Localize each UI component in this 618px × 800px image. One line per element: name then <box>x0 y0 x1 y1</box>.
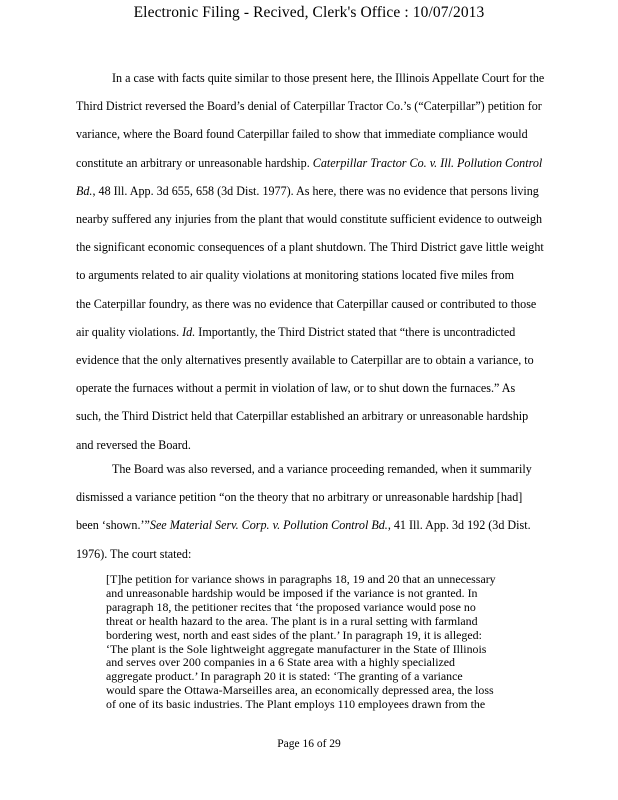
quote-line: would spare the Ottawa-Marseilles area, an economically depressed area, the loss <box>106 683 494 698</box>
block-quotation <box>106 573 552 712</box>
text-line: evidence that the only alternatives presently available to Caterpillar are to obtain a variance, to <box>76 353 534 368</box>
text-segment: , 41 Ill. App. 3d 192 (3d Dist. <box>387 518 531 533</box>
text-segment: constitute an arbitrary or unreasonable hardship. <box>76 155 310 170</box>
text-line: such, the Third District held that Caterpillar established an arbitrary or unreasonable hardship <box>76 409 529 424</box>
page-number: Page 16 of 29 <box>277 738 341 750</box>
text-segment: air quality violations. <box>76 324 180 339</box>
case-citation: See Material Serv. Corp. v. Pollution Control Bd. <box>149 518 388 533</box>
text-line: operate the furnaces without a permit in violation of law, or to shut down the furnaces.” As <box>76 381 516 396</box>
text-line: dismissed a variance petition “on the theory that no arbitrary or unreasonable hardship [had] <box>76 490 523 505</box>
quote-line: of one of its basic industries. The Plant employs 110 employees drawn from the <box>106 697 486 712</box>
text-line <box>76 177 572 205</box>
quote-line: bordering west, north and east sides of the plant.’ In paragraph 19, it is alleged: <box>106 627 482 642</box>
text-line: to arguments related to air quality violations at monitoring stations located five miles from <box>76 268 515 283</box>
text-line: variance, where the Board found Caterpillar failed to show that immediate compliance would <box>76 127 528 142</box>
text-line: 1976). The court stated: <box>76 546 192 561</box>
paragraph-caterpillar <box>76 64 572 459</box>
quote-line: aggregate product.’ In paragraph 20 it is stated: ‘The granting of a variance <box>106 669 463 684</box>
text-segment: Importantly, the Third District stated that “there is uncontradicted <box>195 324 516 339</box>
text-segment: been ‘shown.’” <box>76 518 150 533</box>
text-segment: , 48 Ill. App. 3d 655, 658 (3d Dist. 1977). As here, there was no evidence that persons living <box>92 183 539 198</box>
quote-line: threat or health hazard to the area. The plant is in a rural setting with farmland <box>106 613 478 628</box>
quote-line: and serves over 200 companies in a 6 State area with a highly specialized <box>106 655 456 670</box>
quote-line: paragraph 18, the petitioner recites that ‘the proposed variance would pose no <box>106 599 476 614</box>
case-citation: Id. <box>182 324 196 339</box>
case-citation: Bd. <box>76 183 93 198</box>
case-citation: Caterpillar Tractor Co. v. Ill. Pollution Control <box>312 155 543 170</box>
text-line: The Board was also reversed, and a variance proceeding remanded, when it summarily <box>112 462 532 476</box>
text-line: the Caterpillar foundry, as there was no evidence that Caterpillar caused or contributed to those <box>76 296 537 311</box>
text-line: nearby suffered any injuries from the plant that would constitute sufficient evidence to outweigh <box>76 212 543 227</box>
text-line: and reversed the Board. <box>76 437 191 452</box>
quote-line: [T]he petition for variance shows in paragraphs 18, 19 and 20 that an unnecessary <box>106 572 496 586</box>
text-line: the significant economic consequences of a plant shutdown. The Third District gave little weight <box>76 240 544 255</box>
electronic-filing-header: Electronic Filing - Recived, Clerk's Office : 10/07/2013 <box>133 4 485 21</box>
text-line: Third District reversed the Board’s denial of Caterpillar Tractor Co.’s (“Caterpillar”) petition for <box>76 99 542 114</box>
paragraph-material-service <box>76 455 572 568</box>
text-line <box>76 511 572 539</box>
text-line <box>76 149 572 177</box>
text-line: In a case with facts quite similar to those present here, the Illinois Appellate Court for the <box>112 71 545 85</box>
quote-line: and unreasonable hardship would be imposed if the variance is not granted. In <box>106 585 478 600</box>
text-line <box>76 318 572 346</box>
quote-line: ‘The plant is the Sole lightweight aggregate manufacturer in the State of Illinois <box>106 641 487 656</box>
